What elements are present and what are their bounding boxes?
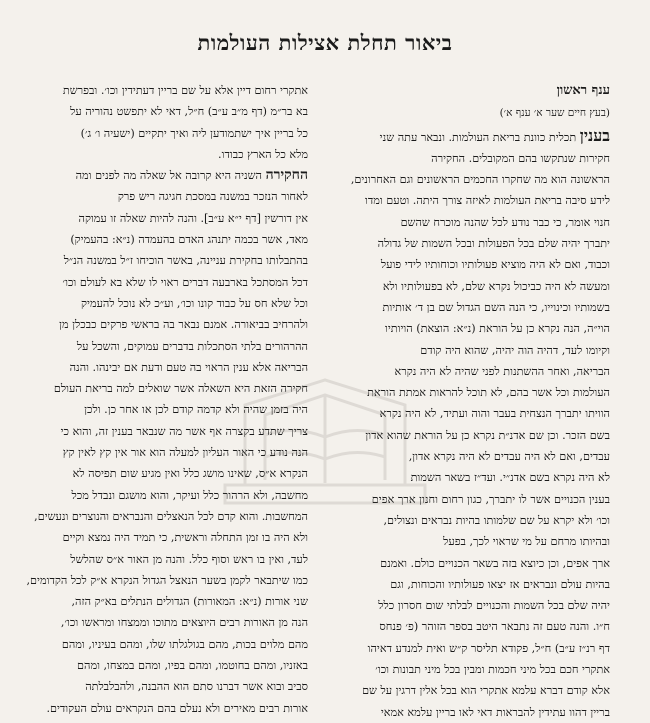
text-line: אלא קודם דברא עלמא אתקרי הוא בכל אלין דרגין על שם [362, 684, 610, 698]
text-line: וכו׳ ולא יקרא על שם שלמותו בהיות נבראים ונצולים, [383, 513, 610, 527]
text-line: סביב ובוא אשר דברנו סתם הוא ההבנה, ולהבלבלתה [85, 680, 308, 694]
text-line: דף רנ״ז ע״ב) ח״ל, פקודא תליסר ק״ש ואית למנדע דאיהו [367, 641, 610, 655]
text-line: ובהיותו מרחם על מי שראוי לכך, בפעל [443, 535, 610, 549]
text-line: כל בריין איך ישתמודען ליה ואיך יתקיים (ישעיה ו׳ ג׳) [80, 126, 308, 140]
running-title: ביאור תחלת אצילות העולמות [197, 30, 453, 55]
text-line: בענין תכלית כוונת בריאת העולמות. ונבאר עתה שני [379, 125, 610, 145]
text-line: אתקרי חכם בכל מיני חכמות ומבין בכל מיני תבונות וכו׳ [375, 663, 610, 677]
left-column [26, 80, 308, 715]
text-line: ההרהורים בלתי הסתכלות בדברים עמוקים, והשכל על [76, 339, 308, 353]
text-line: בהיות עולם ונבראים אז יצאו פעולותיו והכוחות, וגם [390, 577, 610, 591]
text-line: בריין דהוו עתידין להבראות דאי לאו בריין עלמא אמאי [380, 705, 610, 719]
text-line: הוויתו יתברך הנצחית בעבר והוה ועתיד, לא היה נקרא [379, 407, 610, 421]
text-line: אין דורשין [דף י״א ע״ב]. והנה להיות שאלה זו עמוקה [78, 211, 308, 225]
text-line: בשם הזכר. וכן שם אדנ״ת נקרא כן על הוראת שהוא אדון [365, 428, 610, 442]
text-line: חקירה הזאת היא השאלה אשר שואלים למה בריאת העולם [53, 382, 308, 396]
text-line: חנוי אומר, כי כבר נודע לכל שהנה מוכרח שהשם [400, 215, 610, 229]
text-line: לידע סיבה בריאת העולמות לאיזה צורך היתה. וטעם ומדו [365, 194, 610, 208]
text-line: מהם מלוים בכות, מהם בגולגלתו שלו, ומהם בעיניו, ומהם [61, 637, 308, 651]
text-line: מאד, אשר בכמה יתנהג האדם בהעמדה (נ״א: בהעמיק) [70, 233, 308, 247]
text-line: באזניו, ומהם בחוטמו, ומהם בפיו, ומהם במצחו, ומהם [77, 659, 308, 673]
text-line: בענין הכנויים אשר לו יתברך, כגון רחום וחנון ארך אפים [371, 492, 610, 506]
text-line: ארך אפים, וכן כיוצא בזה בשאר הכנויים כולם. ואמנם [380, 556, 610, 570]
text-line: עבדים, ואם לא היה עבדים לא היה נקרא אדון, [408, 450, 610, 464]
section-heading: ענף ראשון [556, 83, 610, 98]
text-line: שני אורות (נ״א: המאורות) הגדולים הנתלים בא״ק הזה, [71, 595, 308, 609]
text-line: ח״ו. והנה טעם זה נתבאר היטב בספר הזוהר (פ׳ פנחס [379, 620, 610, 634]
text-line: הבריאה, ואחר ההשתנות לפני שהיה לא היה נקרא [394, 364, 610, 378]
text-line: הנה מן האורות רבים היוצאים מתוכו וממצחו ומראשו וכו׳, [60, 616, 308, 630]
text-line: מחשבה, ולא הרהור כלל ועיקר, והוא מושגם ונבדל מכל [71, 488, 308, 502]
text-line: ולא היה בו זמן התחלה וראשית, כי תמיד היה נמצא וקיים [62, 531, 308, 545]
text-line: חקירות שנתקשו בהם המקובלים. החקירה [431, 151, 610, 165]
text-line: המחשבות. והוא קדם לכל הנאצלים והנבראים והנוצרים ונעשים, [34, 509, 308, 523]
text-line: וקיומו לעד, דהיה הוה יהיה, שהוא היה קודם [420, 343, 610, 357]
text-line: צריך שתדע בקצרה אף אשר מה שנבאר בענין זה, והוא כי [60, 424, 308, 438]
text-line: ולהרחיב בביאורה. אמנם נבאר בה בראשי פרקים כבכלן מן [59, 318, 308, 332]
text-line: דכל המסתכל בארבעה דברים ראוי לו שלא בא לעולם וכו׳ [62, 275, 308, 289]
column-gutter [325, 80, 326, 635]
opening-word: בענין [579, 125, 610, 145]
text-line: החקירה השניה היא קרובה אל שאלה מה לפנים ומה [75, 167, 308, 184]
right-column [350, 80, 610, 719]
text-line: הבריאה אלא ענין הראוי בה טעם ודעת אם יבינהו. והנה [69, 360, 308, 374]
text-line: בא בר״מ (דף מ״ב ע״ב) ח״ל, דאי לא יתפשט נהוריה על [70, 105, 308, 119]
text-line: הנה נודע כי האור העליון למעלה הוא אור אין קץ לאין קץ [62, 446, 308, 460]
text-line: אתקרי רחום דיין אלא על שם בריין דעתידין וכו׳. ובפרשת [62, 84, 308, 97]
text-line: בשמותיו וכינוייו, כי הנה השם הגדול שם בן ד׳ אותיות [382, 300, 610, 314]
text-line: היה בזמן שהיה ולא קדמה קודם לכן או אחר כן. ולכן [84, 403, 308, 417]
source-note: (בעץ חיים שער א׳ ענף א׳) [499, 107, 610, 120]
text-line: ומעשה לא היה כביכול נקרא שלם, לא בפעולותיו ולא [382, 279, 610, 293]
text-line: יהיה שלם בכל השמות והכנויים לבלתי שום חסרון כלל [378, 599, 610, 613]
text-line: הוי״ה, הנה נקרא כן על הוראת (נ״א: הוצאת) הויותיו [385, 322, 610, 336]
text-line: מלא כל הארץ כבודו. [218, 147, 308, 161]
text-line: וכל שלא חס על כבוד קונו וכו׳, וע״כ לא נוכל להעמיק [81, 296, 308, 310]
text-line: כמו שיתבאר לקמן בשער הנאצל הגדול הנקרא א״ק לכל הקדומים, [26, 573, 308, 587]
text-line: הראשונה הוא מה שחקרו החכמים הראשונים וגם האחרונים, [350, 173, 610, 187]
text-line: יתברך יהיה שלם בכל הפעולות ובכל השמות של גדולה [377, 237, 610, 251]
text-line: העולמות וכל אשר בהם, לא תוכל להראות אמתת הוראת [367, 386, 610, 400]
second-question-heading: החקירה [265, 167, 308, 184]
text-line: הנקרא א״ס, שאינו מושג כלל ואין מגיע שום תפיסה לא [72, 467, 308, 481]
text-line: לאחור הנזכר במשנה במסכת חגיגה ריש פרק [117, 190, 308, 204]
text-line: לעד, ואין בו ראש וסוף כלל. והנה מן האור א״ס שהלשל [70, 552, 308, 566]
text-line: בהתבלותו בחקירת עניינה, באשר הוכיחו ז״ל במשנה הנ״ל [63, 254, 308, 268]
text-line: וכבוד, ואם לא היה מוציא פעולותיו וכוחותיו לידי פועל [380, 258, 610, 272]
text-line: אורות רבים מאירים ולא נעלם בהם הנקראים עולם העקודים. [46, 701, 308, 715]
text-line: לא היה נקרא בשם אדנ״י. ועד״ז בשאר השמות [410, 471, 610, 485]
